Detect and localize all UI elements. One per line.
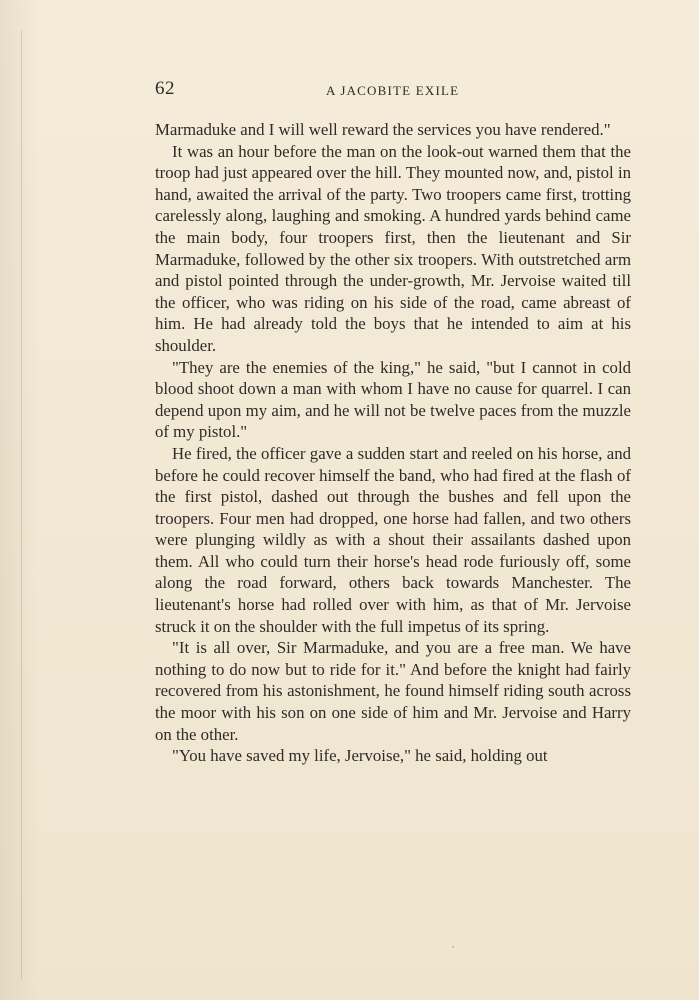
paragraph: Marmaduke and I will well reward the services you have rendered." — [155, 120, 611, 139]
page-header — [155, 78, 635, 108]
paragraph: "You have saved my life, Jervoise," he said, holding out — [172, 746, 548, 766]
paper-speck — [452, 946, 454, 948]
paragraph: "They are the enemies of the king," he said, "but I cannot in cold blood shoot down a man with whom I have no cause for quarrel. I can depend upon my aim, and he will not be twelve paces from the muzzle of my pistol." — [155, 357, 631, 442]
page-number: 62 — [155, 78, 175, 99]
running-title: A JACOBITE EXILE — [326, 83, 460, 98]
paragraph: It was an hour before the man on the look-out warned them that the troop had just appeared over the hill. They mounted now, and, pistol in hand, awaited the arrival of the party. Two troopers came first, trotting carelessly along, laughing and smoking. A hundred yards behind came the main body, four troopers first, then the lieutenant and Sir Marmaduke, followed by the other six troopers. With outstretched arm and pistol pointed through the under-growth, Mr. Jervoise waited till the officer, who was riding on his side of the road, came abreast of him. He had already told the boys that he intended to aim at his shoulder. — [155, 141, 631, 355]
body-text — [155, 119, 631, 767]
paragraph: "It is all over, Sir Marmaduke, and you are a free man. We have nothing to do now but to ride for it." And before the knight had fairly recovered from his astonishment, he found himself riding south across the moor with his son on one side of him and Mr. Jervoise and Harry on the other. — [155, 638, 631, 744]
paper-speck — [610, 412, 611, 413]
binding-gutter — [21, 30, 22, 980]
paragraph: He fired, the officer gave a sudden start and reeled on his horse, and before he could recover himself the band, who had fired at the flash of the first pistol, dashed out through the bushes and fell upon the troopers. Four men had dropped, one horse had fallen, and two others were plunging wildly as with a shout their assailants dashed upon them. All who could turn their horse's head rode furiously off, some along the road forward, others back towards Manchester. The lieutenant's horse had rolled over with him, as that of Mr. Jervoise struck it on the shoulder with the full impetus of its spring. — [155, 443, 631, 636]
